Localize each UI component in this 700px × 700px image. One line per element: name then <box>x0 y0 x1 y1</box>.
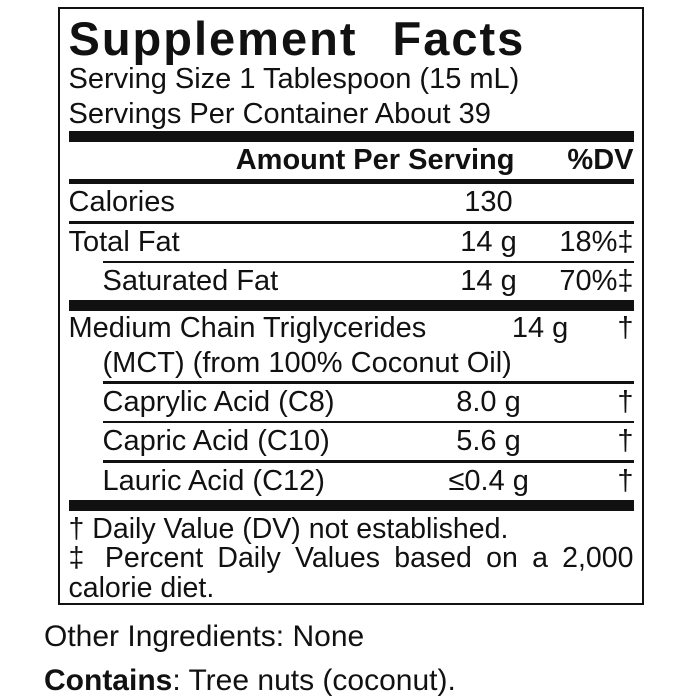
supplement-facts-label <box>58 7 644 605</box>
nutrient-row-mct <box>69 311 634 381</box>
nutrient-name-line1: Medium Chain Triglycerides <box>68 312 427 344</box>
nutrient-dv: † <box>617 385 634 418</box>
nutrient-name: Saturated Fat <box>102 265 279 297</box>
other-ingredients-text: Other Ingredients: None <box>44 620 365 653</box>
nutrient-name: Capric Acid (C10) <box>102 425 330 457</box>
serving-size-text: Serving Size 1 Tablespoon (15 mL) <box>68 63 520 95</box>
nutrient-dv: † <box>617 464 634 497</box>
nutrient-name: Calories <box>68 185 175 218</box>
nutrient-dv: † <box>617 312 634 344</box>
nutrient-row-calories <box>69 184 634 221</box>
nutrient-amount: 5.6 g <box>456 425 521 457</box>
supplement-facts-title: Supplement Facts <box>68 12 526 65</box>
nutrient-amount: 14 g <box>511 312 569 344</box>
contains-label: Contains <box>44 664 173 697</box>
nutrient-name-line2: (MCT) (from 100% Coconut Oil) <box>102 347 512 379</box>
nutrient-row-capric-acid <box>69 423 634 460</box>
amount-per-serving-header: Amount Per Serving <box>235 144 515 176</box>
dv-header: %DV <box>567 144 634 176</box>
thick-separator-bottom <box>69 500 634 511</box>
contains-text: : Tree nuts (coconut). <box>172 664 456 697</box>
double-dagger-footnote-line1: ‡ Percent Daily Values based on a 2,000 <box>68 542 634 574</box>
nutrient-row-lauric-acid <box>69 463 634 500</box>
nutrient-dv: 70%‡ <box>559 265 634 297</box>
nutrient-dv: † <box>617 425 634 457</box>
nutrient-name <box>69 311 512 381</box>
dagger-footnote: † Daily Value (DV) not established. <box>68 512 509 545</box>
footnotes-section <box>68 512 634 604</box>
servings-per-container-text: Servings Per Container About 39 <box>68 97 491 130</box>
contains-statement <box>44 664 456 698</box>
nutrient-row-saturated-fat <box>69 263 634 300</box>
thick-separator-top <box>69 131 634 142</box>
nutrient-name: Total Fat <box>68 225 180 258</box>
nutrient-amount: 14 g <box>460 225 517 258</box>
nutrient-row-total-fat <box>69 224 634 261</box>
double-dagger-footnote-line2: calorie diet. <box>68 571 215 604</box>
nutrient-name: Lauric Acid (C12) <box>102 464 325 497</box>
nutrient-amount: 14 g <box>460 265 517 297</box>
nutrient-dv: 18%‡ <box>559 225 634 258</box>
column-header-row <box>69 142 634 179</box>
nutrient-amount: ≤0.4 g <box>448 464 529 497</box>
nutrient-amount: 8.0 g <box>456 385 521 418</box>
nutrient-name: Caprylic Acid (C8) <box>102 385 335 418</box>
nutrient-row-caprylic-acid <box>69 384 634 421</box>
nutrient-amount: 130 <box>464 185 513 218</box>
thick-separator-middle <box>69 300 634 311</box>
